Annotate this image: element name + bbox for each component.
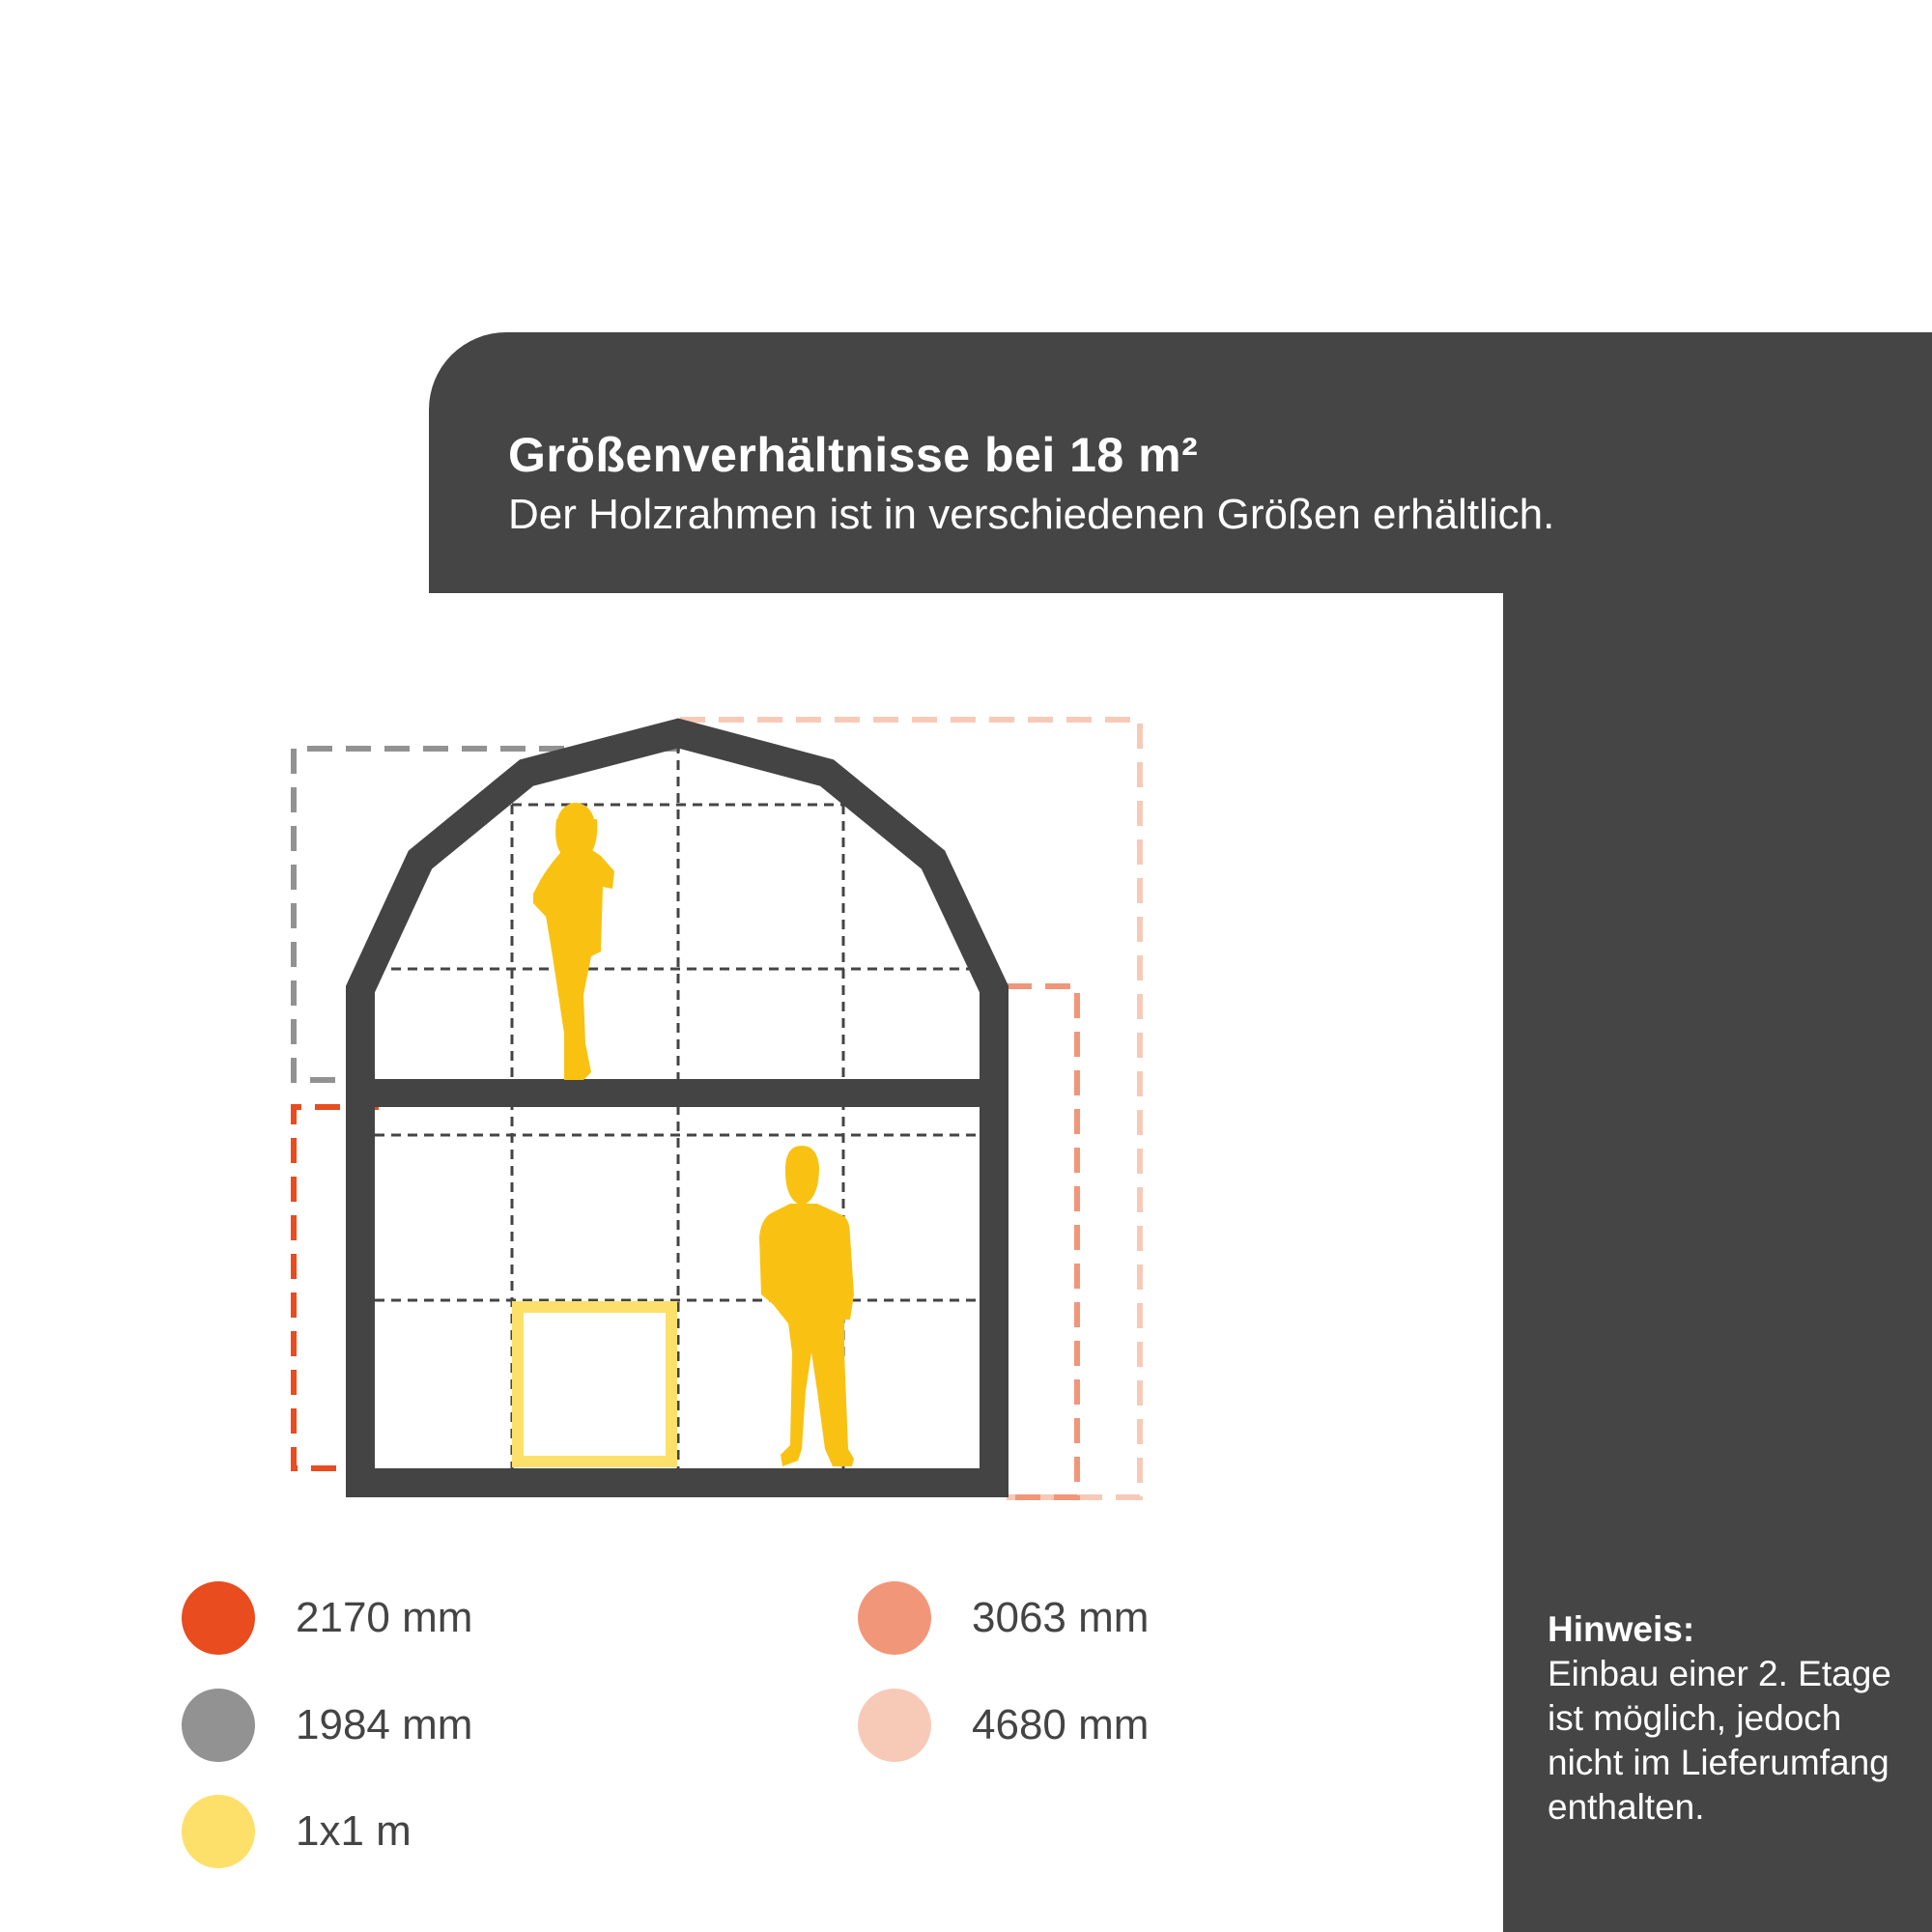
legend-dot	[182, 1581, 255, 1655]
legend-dot	[858, 1689, 931, 1762]
page-subtitle: Der Holzrahmen ist in verschiedenen Größen erhältlich.	[508, 491, 1555, 538]
note-title: Hinweis:	[1548, 1609, 1695, 1649]
legend-value: 2170 mm	[296, 1594, 473, 1641]
legend-value: 1x1 m	[296, 1807, 412, 1855]
legend-value: 1984 mm	[296, 1701, 473, 1748]
legend-dot	[182, 1689, 255, 1762]
page-title: Größenverhältnisse bei 18 m²	[508, 428, 1199, 482]
note-text: Einbau einer 2. Etage ist möglich, jedoch nicht im Lieferumfang enthalten.	[1548, 1654, 1891, 1827]
legend-item-1x1	[182, 1795, 412, 1868]
legend-item-2170	[182, 1581, 472, 1655]
legend-item-3063	[858, 1581, 1149, 1655]
legend-value: 4680 mm	[972, 1701, 1150, 1748]
legend-item-4680	[858, 1689, 1149, 1762]
legend-value: 3063 mm	[972, 1594, 1150, 1641]
legend-item-1984	[182, 1689, 472, 1762]
second-floor-beam	[360, 1079, 994, 1107]
note-box	[1548, 1607, 1905, 1830]
dimension-line-3063	[1007, 986, 1077, 1497]
legend-dot	[858, 1581, 931, 1655]
man-silhouette-icon	[759, 1146, 854, 1466]
legend-dot	[182, 1795, 255, 1868]
woman-silhouette-icon	[533, 803, 614, 1080]
one-square-meter-box	[518, 1307, 671, 1462]
